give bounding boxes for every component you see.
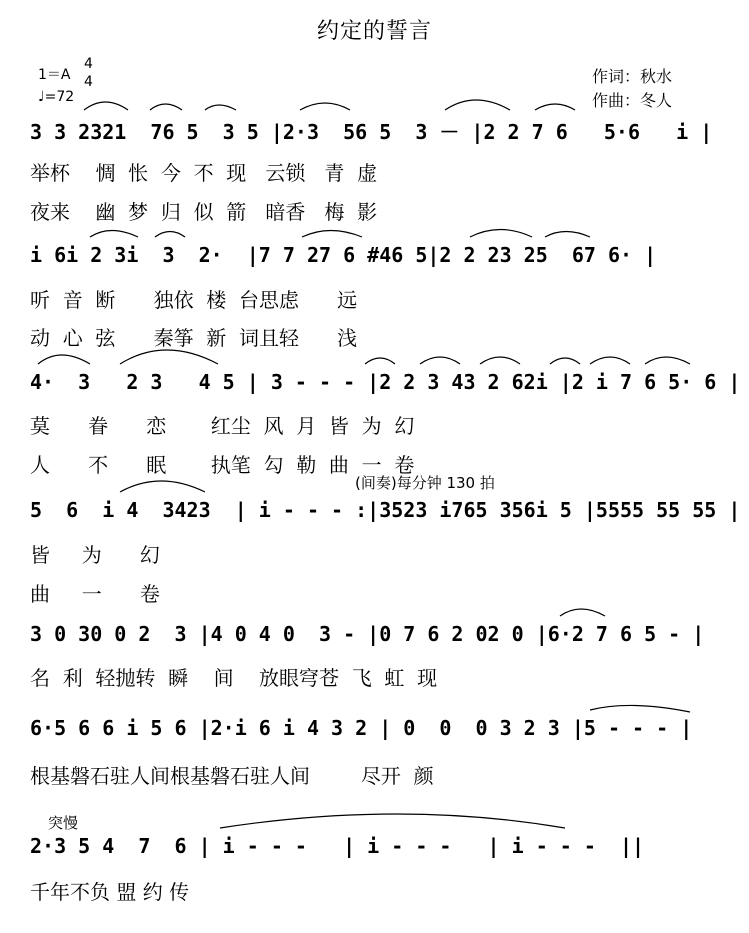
slow-marking: 突慢 [48, 814, 79, 832]
lyrics-line-2-verse-2: 动 心 弦 秦筝 新 词且轻 浅 [30, 326, 358, 350]
slur [420, 357, 460, 364]
tempo-marking: ♩=72 [38, 89, 75, 105]
notation-line-2: i 6i 2 3i 3 2· |7 7 27 6 #46 5|2 2 23 25 67 6· | [30, 243, 657, 267]
slur [120, 350, 218, 364]
slur [38, 355, 90, 364]
lyrics-line-7: 千年不负 盟 约 传 [30, 880, 190, 904]
notation-line-7: 2·3 5 4 7 6 | i - - - | i - - - | i - - - || [30, 834, 645, 858]
lyrics-line-3-verse-1: 莫 眷 恋 红尘 风 月 皆 为 幻 [30, 414, 415, 438]
lyrics-line-6: 根基磐石驻人间根基磐石驻人间 尽开 颜 [30, 764, 434, 788]
slur [220, 814, 565, 828]
slur [470, 230, 532, 238]
notation-line-3: 4· 3 2 3 4 5 | 3 - - - |2 2 3 43 2 62i |2 i 7 6 5· 6 | [30, 370, 741, 394]
lyrics-line-1-verse-1: 举杯 惆 怅 今 不 现 云锁 青 虚 [30, 161, 378, 185]
lyrics-line-3-verse-2: 人 不 眠 执笔 勾 勒 曲 一 卷 [30, 453, 415, 477]
slur [550, 358, 580, 364]
time-signature-bottom: 4 [84, 74, 93, 90]
lyricist-credit: 作词：秋水 [592, 67, 673, 86]
slur [545, 232, 590, 238]
lyrics-line-2-verse-1: 听 音 断 独依 楼 台思虑 远 [30, 288, 358, 312]
key-signature: 1＝A [38, 67, 71, 83]
slur [590, 705, 690, 712]
slur [90, 231, 138, 238]
notation-line-1: 3 3 2321 76 5 3 5 |2·3 56 5 3 － |2 2 7 6 5·6 i | [30, 120, 713, 144]
notation-line-6: 6·5 6 6 i 5 6 |2·i 6 i 4 3 2 | 0 0 0 3 2 3 |5 - - - | [30, 716, 693, 740]
slur [84, 102, 128, 110]
lyrics-line-4-verse-1: 皆 为 幻 [30, 543, 160, 567]
time-signature-top: 4 [84, 56, 93, 72]
slur [645, 357, 690, 364]
notation-line-5: 3 0 30 0 2 3 |4 0 4 0 3 - |0 7 6 2 02 0 |6·2 7 6 5 - | [30, 622, 705, 646]
lyrics-line-4-verse-2: 曲 一 卷 [30, 582, 160, 606]
interlude-tempo-note: (间奏)每分钟 130 拍 [355, 474, 495, 492]
slur [480, 357, 520, 364]
slur [205, 105, 236, 110]
lyrics-line-1-verse-2: 夜来 幽 梦 归 似 箭 暗香 梅 影 [30, 200, 378, 224]
slur [560, 609, 605, 616]
slur [445, 100, 510, 110]
slur [155, 232, 185, 238]
slur [590, 357, 630, 364]
song-title: 约定的誓言 [316, 19, 432, 44]
slur [150, 104, 182, 110]
notation-line-4: 5 6 i 4 3423 | i - - - :|3523 i765 356i 5 |5555 55 55 | [30, 498, 741, 522]
composer-credit: 作曲：冬人 [592, 91, 673, 110]
lyrics-line-5: 名 利 轻抛转 瞬 间 放眼穹苍 飞 虹 现 [30, 666, 438, 690]
slur [300, 103, 350, 110]
slur [120, 481, 205, 492]
slur [535, 104, 575, 110]
slur [302, 231, 362, 238]
slur [365, 358, 395, 364]
